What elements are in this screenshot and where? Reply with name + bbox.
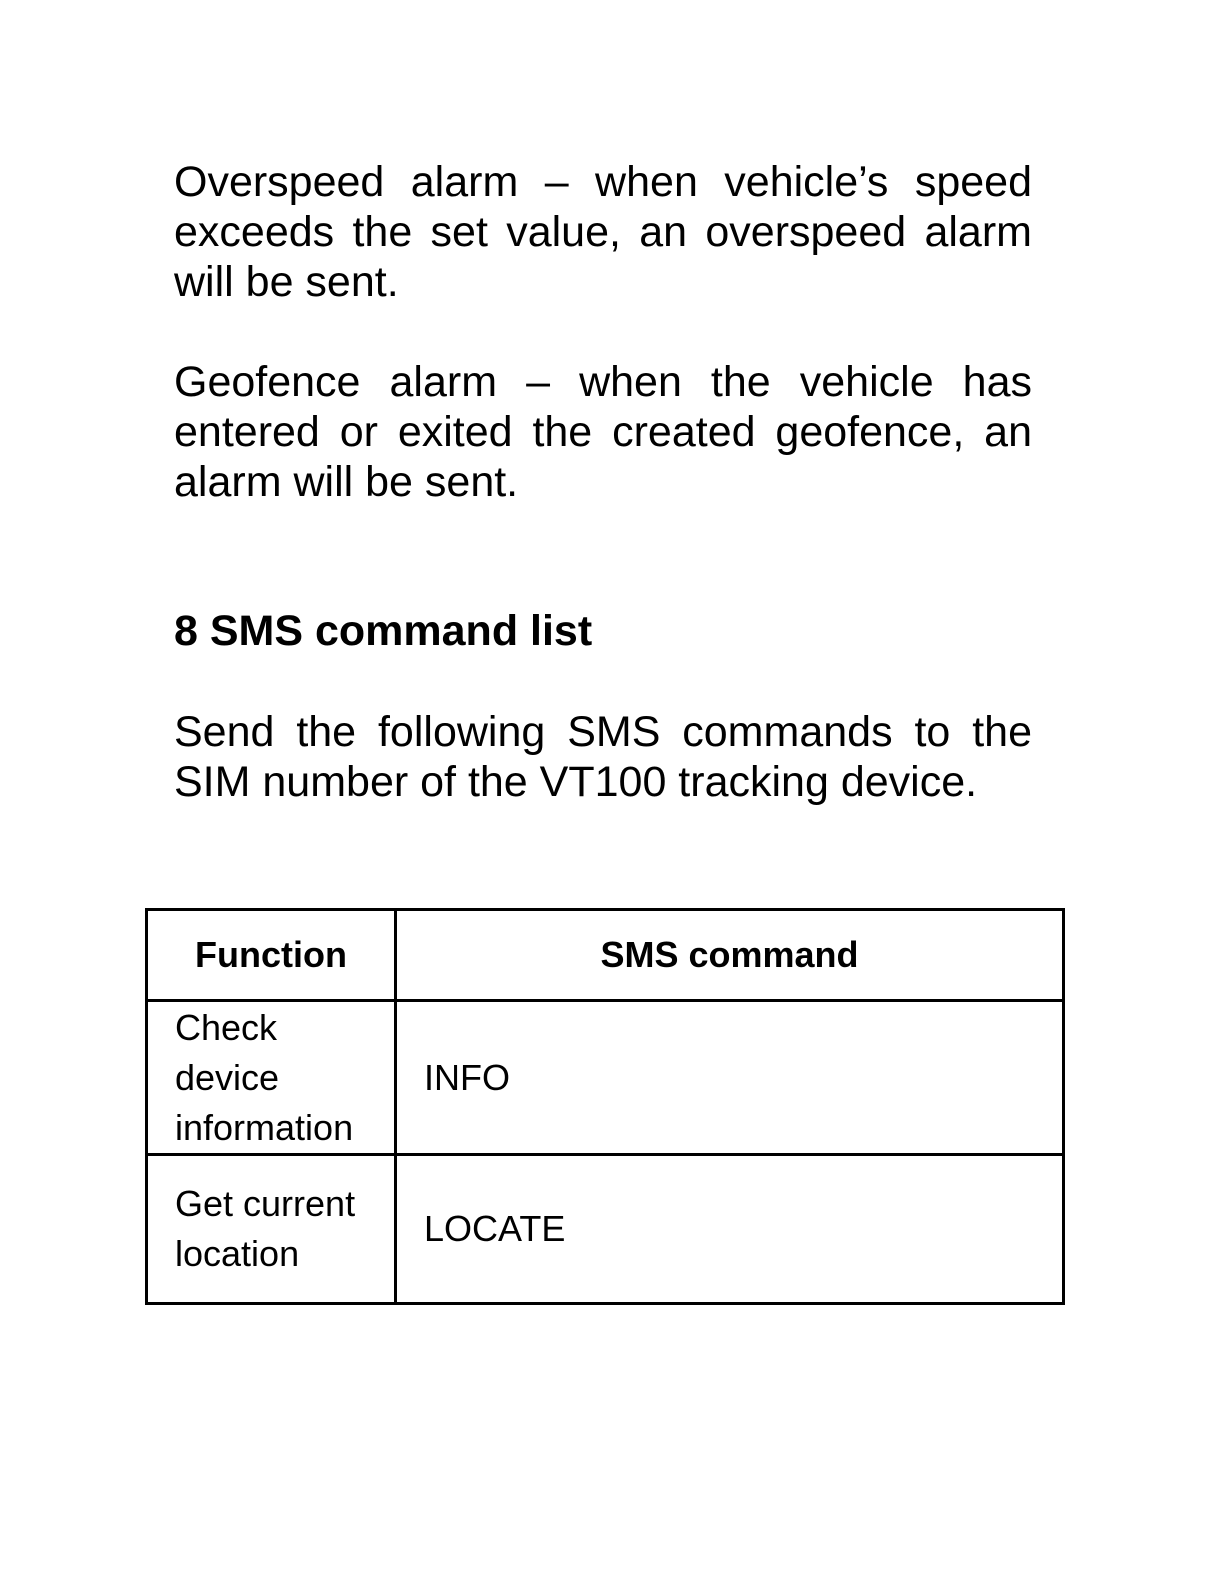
table-header-row [147,910,1064,1001]
section-heading: 8 SMS command list [174,607,593,655]
sms-command-table [145,908,1065,1305]
table-row [147,1155,1064,1304]
table-row [147,1001,1064,1155]
command-cell: INFO [396,1001,1064,1155]
command-cell: LOCATE [396,1155,1064,1304]
sms-intro-paragraph: Send the following SMS commands to the SIM number of the VT100 tracking device. [174,708,1032,806]
function-cell: Check device information [147,1001,396,1155]
function-column-header: Function [147,910,396,1001]
overspeed-alarm-paragraph: Overspeed alarm – when vehicle’s speed exceeds the set value, an overspeed alarm will be sent. [174,158,1032,306]
function-cell: Get current location [147,1155,396,1304]
geofence-alarm-paragraph: Geofence alarm – when the vehicle has entered or exited the created geofence, an alarm will be sent. [174,358,1032,506]
sms-command-column-header: SMS command [396,910,1064,1001]
